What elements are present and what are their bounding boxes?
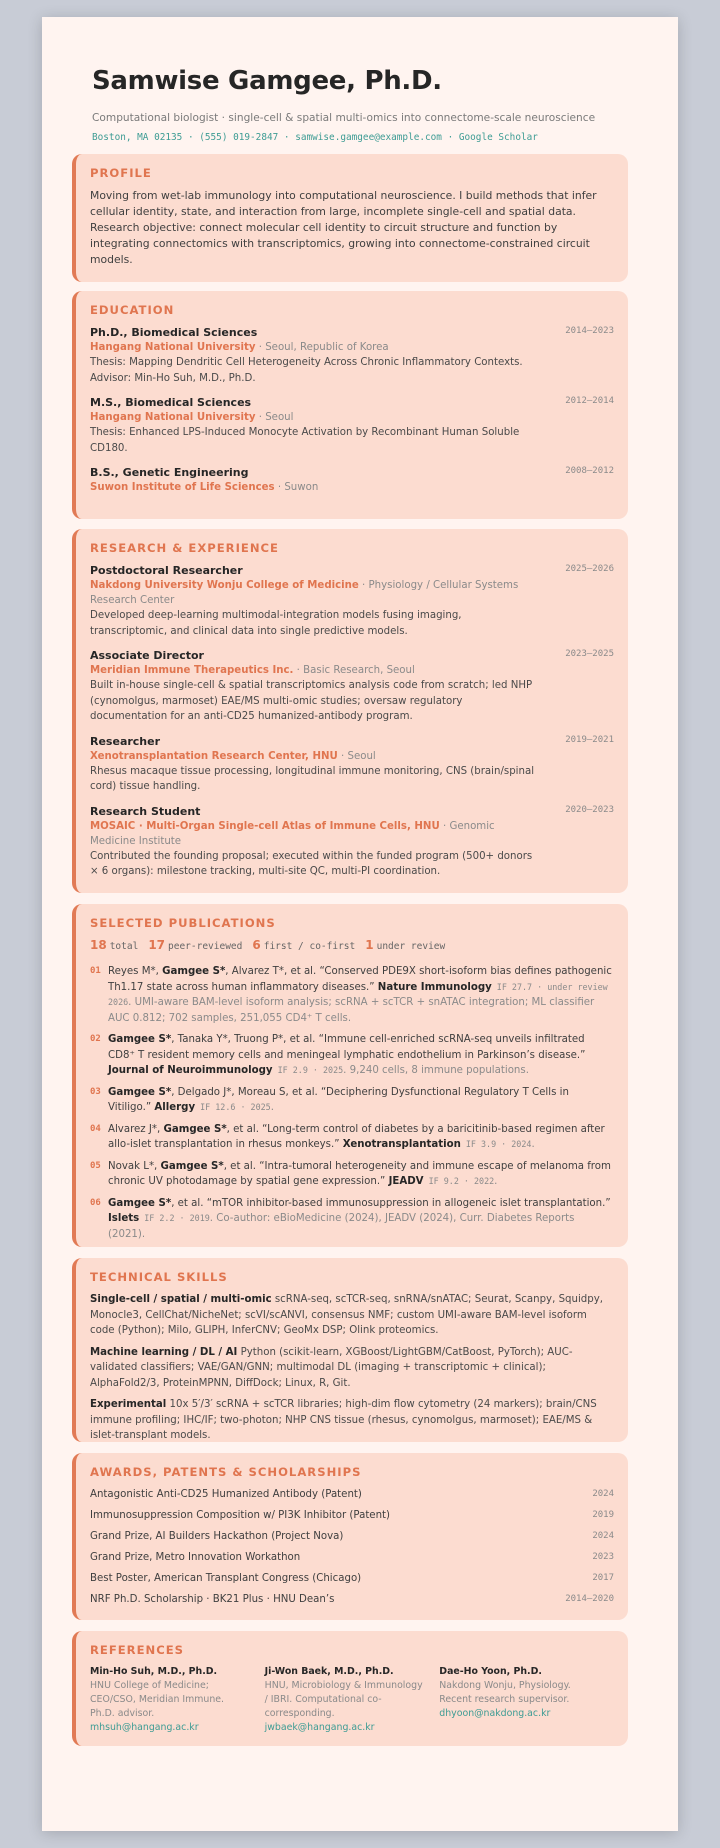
entry-description: Developed deep-learning multimodal-integration models fusing imaging, transcriptomic, and clinical data into single predictive models. [90,610,462,637]
author-self: Gamgee S* [108,1197,172,1209]
organization-name: Xenotransplantation Research Center, HNU [90,750,338,762]
skills-list [90,1292,614,1444]
institution-name: Suwon Institute of Life Sciences [90,482,275,493]
entry-description: Built in-house single-cell & spatial transcriptomics analysis code from scratch; led NHP (cynomolgus, marmoset) EAE/MS multi-omic studies; oversaw regulatory documentation for an anti-CD25 humanized-antibody program. [90,680,533,722]
journal-name[interactable]: Allergy [154,1102,196,1113]
skill-text: scRNA-seq, scTCR-seq, snRNA/snATAC; Seurat, Scanpy, Squidpy, Monocle3, CellChat/NicheNet; scVI/scANVI, consensus NMF; custom UMI-aware BAM-level isoform code (Python); Milo, GLIPH, InferCNV; GeoMx DSP; Olink proteomics. [90,1294,603,1336]
experience-list [90,563,614,880]
awards-section [72,1453,628,1620]
degree-title: M.S., Biomedical Sciences [90,396,252,409]
publication-number: 04 [90,1123,101,1134]
award-year: 2017 [592,1573,614,1583]
experience-entry [90,563,614,639]
institution-line [90,480,530,495]
entry-description: Thesis: Mapping Dendritic Cell Heterogeneity Across Chronic Inflammatory Contexts. Advisor: Min-Ho Suh, M.D., Ph.D. [90,357,523,384]
publication-item [90,1085,614,1116]
skill-item [90,1292,614,1339]
impact-factor: IF 2.9 · 2025 [272,1065,344,1075]
organization-line [90,663,530,678]
stat-count: 1 [365,938,374,952]
organization-line [90,819,530,849]
publication-list [90,964,614,1242]
stat-label: under review [376,941,446,952]
reference-name: Min-Ho Suh, M.D., Ph.D. [90,1666,218,1677]
stat-label: total [109,941,139,952]
organization-name: MOSAIC · Multi-Organ Single-cell Atlas of Immune Cells, HNU [90,820,440,832]
institution-name: Hangang National University [90,412,256,423]
authors-title: , Alvarez T*, et al. “Conserved PDE9X short-isoform bias defines pathogenic Th1.17 state across human inflammatory diseases.” [108,966,612,993]
author-self: Gamgee S* [163,1123,227,1135]
publication-number: 03 [90,1086,101,1097]
journal-name[interactable]: Nature Immunology [377,981,492,993]
reference-item [265,1665,440,1735]
authors-before: Novak L*, [108,1160,161,1172]
reference-name: Dae-Ho Yoon, Ph.D. [439,1666,542,1677]
journal-name[interactable]: Journal of Neuroimmunology [108,1065,273,1076]
role-title: Research Student [90,804,201,818]
entry-description: Rhesus macaque tissue processing, longitudinal immune monitoring, CNS (brain/spinal cord) tissue handling. [90,765,535,792]
authors-before: Reyes M*, [108,966,163,977]
award-label: NRF Ph.D. Scholarship · BK21 Plus · HNU Dean’s [90,1594,335,1605]
author-self: Gamgee S* [162,966,226,977]
reference-item [439,1665,614,1735]
stat-label: peer-reviewed [168,941,243,952]
education-entry [90,325,614,386]
institution-line [90,340,530,355]
section-title: AWARDS, PATENTS & SCHOLARSHIPS [90,1465,362,1479]
impact-factor: IF 3.9 · 2024 [460,1139,532,1149]
award-year: 2014–2020 [565,1594,614,1604]
section-title: EDUCATION [90,303,175,317]
authors-title: , Delgado J*, Moreau S, et al. “Deciphering Dysfunctional Regulatory T Cells in Vitiligo.” [108,1086,569,1113]
resume-page [42,17,678,1831]
section-title: RESEARCH & EXPERIENCE [90,541,279,555]
award-label: Best Poster, American Transplant Congress (Chicago) [90,1573,362,1584]
journal-name[interactable]: Xenotransplantation [342,1139,461,1150]
author-self: Gamgee S* [108,1086,172,1098]
contact-line[interactable]: Boston, MA 02135 · (555) 019-2847 · samwise.gamgee@example.com · Google Scholar [92,132,538,143]
entry-description: Thesis: Enhanced LPS-Induced Monocyte Activation by Recombinant Human Soluble CD180. [90,427,520,454]
award-item [90,1508,614,1523]
entry-date: 2025–2026 [565,564,614,574]
award-label: Grand Prize, Metro Innovation Workathon [90,1552,301,1563]
stat-count: 17 [148,938,166,952]
publication-note: . UMI-aware BAM-level isoform analysis; scRNA + scTCR + snATAC integration; ML classifier AUC 0.812; 702 samples, 251,055 CD4⁺ T cells. [108,997,595,1024]
entry-date: 2014–2023 [565,326,614,336]
skill-item [90,1345,614,1392]
organization-location: · Physiology / Cellular Systems Research Center [90,580,519,606]
role-title: Postdoctoral Researcher [90,564,243,577]
award-label: Antagonistic Anti-CD25 Humanized Antibody (Patent) [90,1489,362,1500]
skill-label: Experimental [90,1399,167,1410]
education-list [90,325,614,495]
candidate-name: Samwise Gamgee, Ph.D. [92,66,442,96]
section-title: REFERENCES [90,1643,185,1657]
reference-description: HNU, Microbiology & Immunology / IBRI. Computational co-corresponding. [264,1680,423,1719]
publication-item [90,1159,614,1190]
award-year: 2024 [592,1531,614,1541]
award-label: Grand Prize, AI Builders Hackathon (Project Nova) [90,1531,344,1542]
publication-note: . Co-author: eBioMedicine (2024), JEADV (2024), Curr. Diabetes Reports (2021). [108,1213,575,1240]
reference-name: Ji-Won Baek, M.D., Ph.D. [264,1666,394,1677]
award-year: 2023 [592,1552,614,1562]
publication-number: 06 [90,1197,101,1208]
experience-entry [90,804,614,880]
education-entry [90,465,614,495]
organization-location: · Seoul [337,750,376,762]
stat-count: 6 [252,938,261,952]
reference-email[interactable]: mhsuh@hangang.ac.kr [90,1722,199,1733]
authors-title: , et al. “Long-term control of diabetes by a baricitinib-based regimen after allo-islet transplantation in rhesus monkeys.” [108,1123,605,1150]
skills-section [72,1258,628,1442]
award-item [90,1592,614,1607]
references-list [90,1665,614,1735]
entry-date: 2012–2014 [565,396,614,406]
entry-date: 2023–2025 [565,649,614,659]
award-year: 2019 [592,1510,614,1520]
award-item [90,1487,614,1502]
institution-location: · Suwon [274,482,319,493]
degree-title: B.S., Genetic Engineering [90,466,249,479]
impact-factor: IF 27.7 · under review 2026 [108,981,608,1007]
education-section [72,291,628,519]
publication-note: . [270,1102,274,1113]
publication-number: 05 [90,1160,101,1171]
degree-title: Ph.D., Biomedical Sciences [90,326,258,339]
authors-before: Alvarez J*, [108,1123,164,1135]
skill-item [90,1397,614,1444]
experience-section [72,529,628,893]
experience-entry [90,648,614,725]
award-item [90,1571,614,1586]
authors-title: , et al. “mTOR inhibitor-based immunosuppression in allogeneic islet transplantation.” [171,1197,611,1209]
reference-email[interactable]: jwbaek@hangang.ac.kr [264,1722,375,1733]
publication-note: . [494,1176,498,1187]
entry-date: 2020–2023 [565,804,614,815]
reference-email[interactable]: dhyoon@nakdong.ac.kr [439,1708,551,1719]
skill-label: Machine learning / DL / AI [90,1346,238,1358]
publication-item [90,1122,614,1153]
stat-count: 18 [90,938,107,952]
skill-text: 10x 5′/3′ scRNA + scTCR libraries; high-dim flow cytometry (24 markers); brain/CNS immune profiling; IHC/IF; two-photon; NHP CNS tissue (rhesus, cynomolgus, marmoset); EAE/MS & islet-transplant models. [90,1399,597,1441]
experience-entry [90,734,614,795]
organization-location: · Basic Research, Seoul [293,665,415,676]
journal-name[interactable]: Islets [108,1213,140,1224]
publication-stats [90,938,614,954]
profile-text: Moving from wet-lab immunology into computational neuroscience. I build methods that infer cellular identity, state, and interaction from large, incomplete single-cell and spatial data. Research objective: connect molecular cell identity to circuit structure and function by integrating connectomics with transcriptomics, growing into connectome-constrained circuit models. [90,189,597,266]
education-entry [90,395,614,456]
impact-factor: IF 2.2 · 2019 [139,1213,210,1223]
organization-name: Nakdong University Wonju College of Medicine [90,580,359,591]
entry-date: 2019–2021 [565,734,614,745]
award-item [90,1550,614,1565]
institution-name: Hangang National University [90,342,256,353]
profile-section [72,154,628,282]
reference-item [90,1665,265,1735]
author-self: Gamgee S* [108,1034,172,1045]
publication-item [90,964,614,1026]
tagline: Computational biologist · single-cell & spatial multi-omics into connectome-scale neuroscience [92,112,596,124]
author-self: Gamgee S* [160,1160,224,1172]
section-title: PROFILE [90,166,152,180]
institution-line [90,410,530,425]
organization-line [90,578,530,608]
skill-label: Single-cell / spatial / multi-omic [90,1294,272,1305]
publication-number: 02 [90,1034,101,1044]
entry-description: Contributed the founding proposal; executed within the funded program (500+ donors × 6 organs): milestone tracking, multi-site QC, multi-PI coordination. [90,850,533,877]
award-item [90,1529,614,1544]
impact-factor: IF 12.6 · 2025 [195,1102,271,1112]
role-title: Associate Director [90,649,204,662]
section-title: TECHNICAL SKILLS [90,1270,228,1284]
impact-factor: IF 9.2 · 2022 [423,1176,495,1186]
journal-name[interactable]: JEADV [388,1176,424,1187]
institution-location: · Seoul, Republic of Korea [255,342,389,353]
authors-title: , et al. “Intra-tumoral heterogeneity and immune escape of melanoma from chronic UV photodamage by spatial gene expression.” [108,1160,611,1187]
publication-item [90,1032,614,1079]
institution-location: · Seoul [255,412,294,423]
entry-date: 2008–2012 [565,466,614,476]
reference-description: HNU College of Medicine; CEO/CSO, Meridian Immune. Ph.D. advisor. [90,1680,225,1719]
organization-line [90,749,530,764]
publication-item [90,1196,614,1243]
reference-description: Nakdong Wonju, Physiology. Recent research supervisor. [439,1680,571,1705]
role-title: Researcher [90,734,161,748]
section-title: SELECTED PUBLICATIONS [90,916,276,930]
publication-note: . 9,240 cells, 8 immune populations. [343,1065,529,1076]
award-label: Immunosuppression Composition w/ PI3K Inhibitor (Patent) [90,1510,391,1521]
awards-list [90,1487,614,1607]
publications-section [72,904,628,1247]
skill-text: Python (scikit-learn, XGBoost/LightGBM/CatBoost, PyTorch); AUC-validated classifiers; VAE/GAN/GNN; multimodal DL (imaging + transcriptomic + clinical); AlphaFold2/3, ProteinMPNN, DiffDock; Linux, R, Git. [90,1346,573,1389]
publication-note: . [531,1139,535,1150]
references-section [72,1631,628,1746]
organization-location: · Genomic Medicine Institute [90,820,495,847]
authors-title: , Tanaka Y*, Truong P*, et al. “Immune cell-enriched scRNA-seq unveils infiltrated CD8⁺ T resident memory cells and meningeal lymphatic endothelium in Parkinson’s disease.” [108,1034,586,1061]
organization-name: Meridian Immune Therapeutics Inc. [90,665,294,676]
publication-number: 01 [90,966,101,976]
award-year: 2024 [592,1489,614,1499]
stat-label: first / co-first [263,941,356,952]
